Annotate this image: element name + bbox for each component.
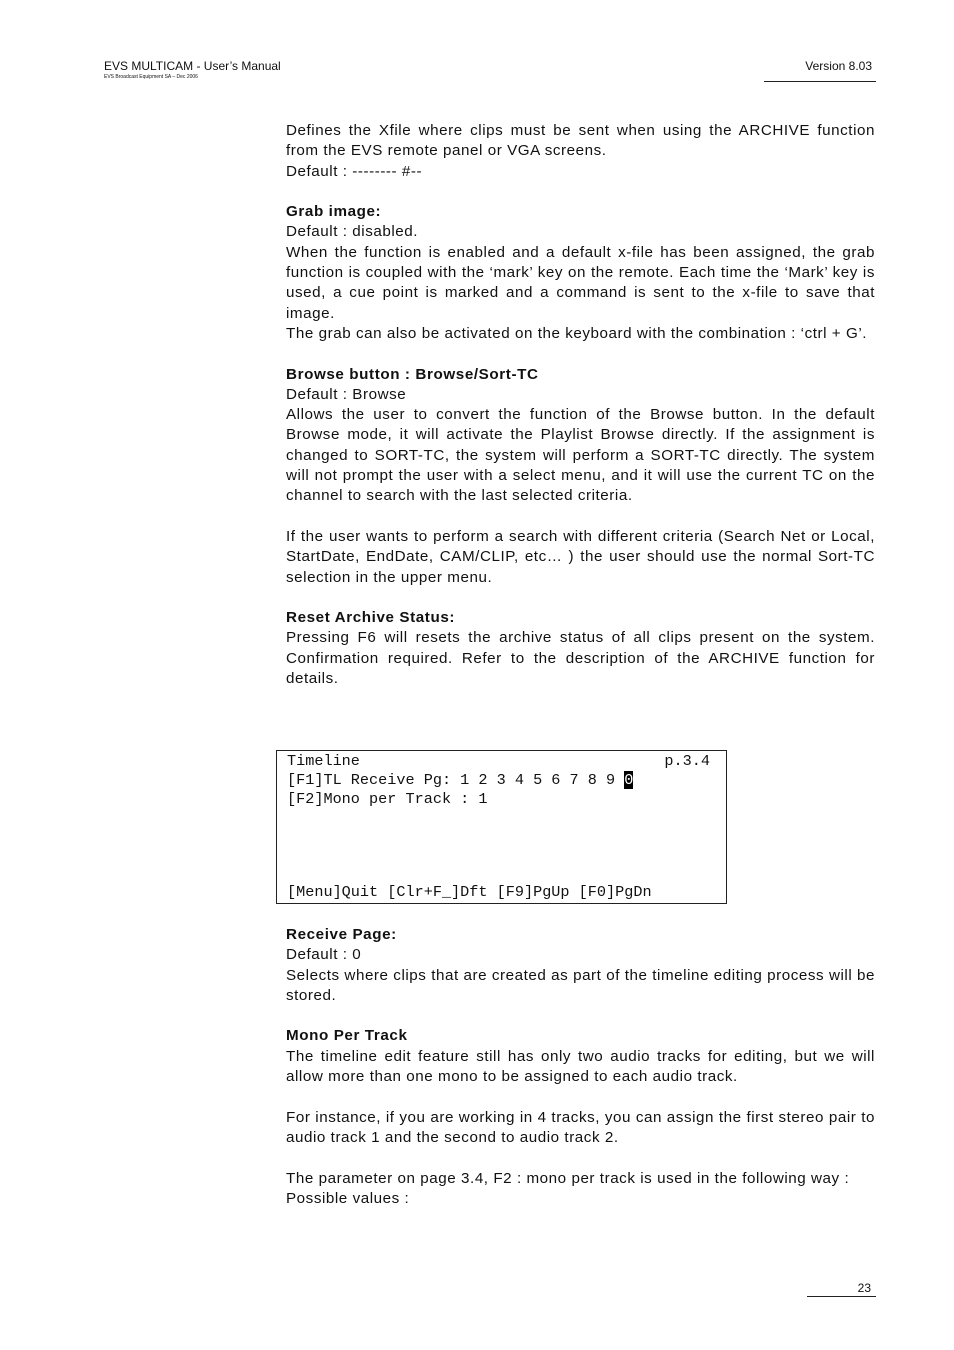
menu-f1-text: [F1]TL Receive Pg: 1 2 3 4 5 6 7 8 9 xyxy=(287,771,625,789)
grab-image-default: Default : disabled. xyxy=(286,223,419,241)
browse-button-heading: Browse button : Browse/Sort-TC xyxy=(286,365,539,383)
timeline-menu-screen xyxy=(276,750,727,904)
menu-line-f1 xyxy=(287,771,633,790)
reset-archive-heading: Reset Archive Status: xyxy=(286,609,456,627)
manual-title: EVS MULTICAM - User’s Manual xyxy=(104,59,281,73)
menu-line-f2: [F2]Mono per Track : 1 xyxy=(287,790,488,808)
menu-page-indicator: p.3.4 xyxy=(664,752,710,770)
grab-image-paragraph: When the function is enabled and a default x-file has been assigned, the grab function is coupled with the ‘mark’ key on the remote. Each time the ‘Mark’ key is used, a cue point is marked and a command is sent to the x-file to save that image. xyxy=(286,243,875,322)
header-rule xyxy=(764,81,876,82)
mono-per-track-paragraph: The timeline edit feature still has only two audio tracks for editing, but we will allow more than one mono to be assigned to each audio track. xyxy=(286,1047,875,1086)
browse-button-paragraph: Allows the user to convert the function of the Browse button. In the default Browse mode, it will activate the Playlist Browse directly. If the assignment is changed to SORT-TC, the system will perform a SORT-TC directly. The system will not prompt the user with a select menu, and it will use the current TC on the channel to search with the last selected criteria. xyxy=(286,406,875,505)
menu-f1-selected-value[interactable]: 0 xyxy=(624,771,634,789)
mono-per-track-paragraph-4: Possible values : xyxy=(286,1189,410,1207)
receive-page-heading: Receive Page: xyxy=(286,926,397,943)
body-section-bottom xyxy=(286,925,875,1209)
mono-per-track-heading: Mono Per Track xyxy=(286,1027,408,1045)
manual-subtitle: EVS Broadcast Equipment SA – Dec 2006 xyxy=(104,74,198,80)
footer-rule xyxy=(807,1296,876,1297)
mono-per-track-paragraph-3: The parameter on page 3.4, F2 : mono per track is used in the following way : xyxy=(286,1169,850,1187)
intro-default: Default : -------- #-- xyxy=(286,162,423,180)
version-label: Version 8.03 xyxy=(805,59,872,73)
intro-paragraph: Defines the Xfile where clips must be sent when using the ARCHIVE function from the EVS remote panel or VGA screens. xyxy=(286,122,875,160)
reset-archive-paragraph: Pressing F6 will resets the archive status of all clips present on the system. Confirmation required. Refer to the description of the ARCHIVE function for details. xyxy=(286,629,875,688)
browse-button-paragraph-2: If the user wants to perform a search with different criteria (Search Net or Local, StartDate, EndDate, CAM/CLIP, etc… ) the user should use the normal Sort-TC selection in the upper menu. xyxy=(286,527,875,586)
menu-title: Timeline xyxy=(287,752,360,770)
browse-button-default: Default : Browse xyxy=(286,385,407,403)
body-section-top xyxy=(286,121,875,689)
receive-page-default: Default : 0 xyxy=(286,946,362,964)
page-header-left xyxy=(104,58,281,81)
page-number: 23 xyxy=(857,1281,871,1295)
menu-footer-keys: [Menu]Quit [Clr+F_]Dft [F9]PgUp [F0]PgDn xyxy=(287,883,652,901)
mono-per-track-paragraph-2: For instance, if you are working in 4 tracks, you can assign the first stereo pair to audio track 1 and the second to audio track 2. xyxy=(286,1108,875,1146)
grab-image-heading: Grab image: xyxy=(286,203,382,221)
receive-page-paragraph: Selects where clips that are created as part of the timeline editing process will be stored. xyxy=(286,966,876,1004)
grab-image-paragraph-2: The grab can also be activated on the keyboard with the combination : ‘ctrl + G’. xyxy=(286,324,868,342)
